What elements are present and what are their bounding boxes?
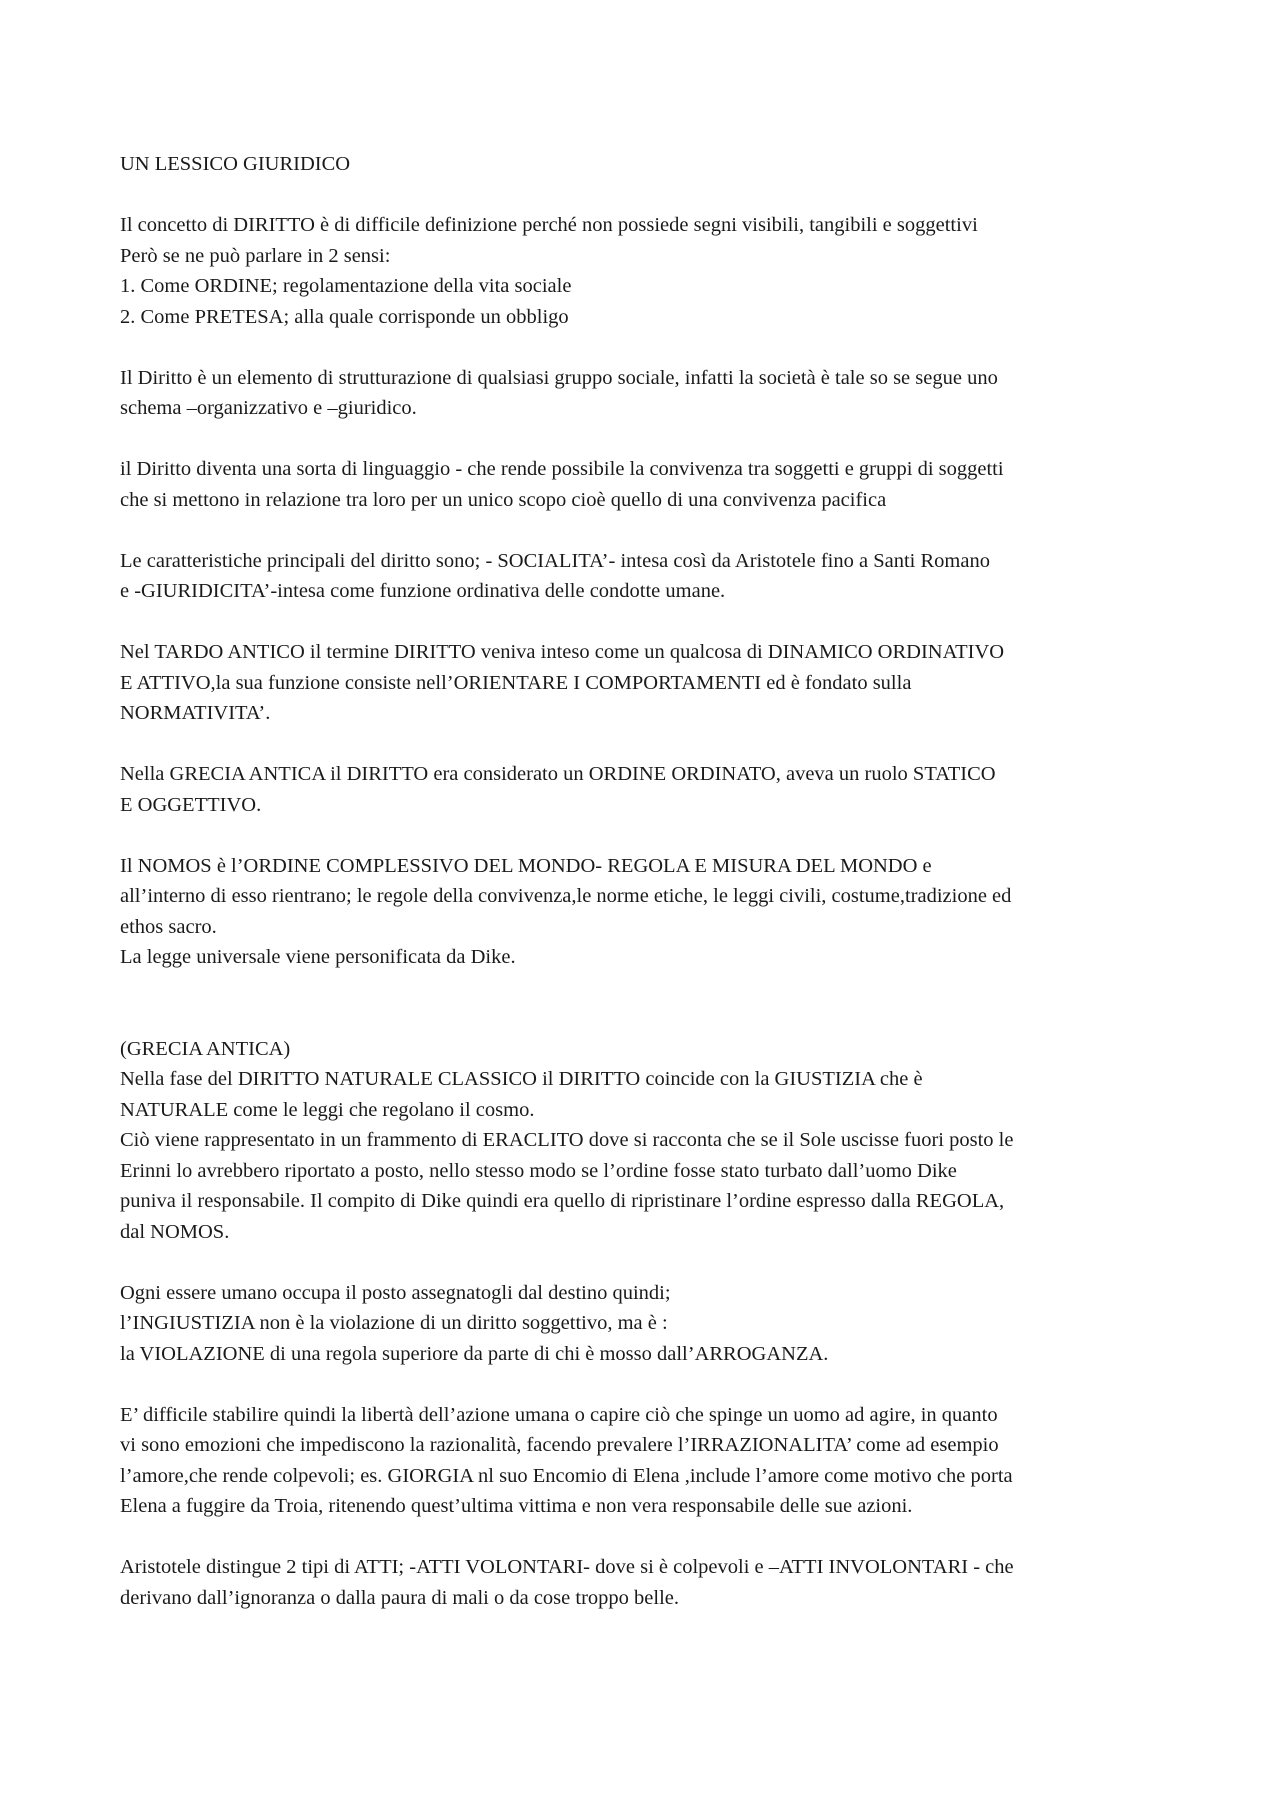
text-line: (GRECIA ANTICA) bbox=[120, 1037, 291, 1060]
text-line: l’amore,che rende colpevoli; es. GIORGIA nl suo Encomio di Elena ,include l’amore come motivo che porta bbox=[120, 1464, 1013, 1487]
text-line: ethos sacro. bbox=[120, 915, 217, 938]
paragraph bbox=[120, 851, 1180, 973]
text-line: E’ difficile stabilire quindi la libertà dell’azione umana o capire ciò che spinge un uomo ad agire, in quanto bbox=[120, 1403, 998, 1426]
paragraph bbox=[120, 210, 1180, 332]
paragraph bbox=[120, 1034, 1180, 1248]
text-line: Ciò viene rappresentato in un frammento di ERACLITO dove si racconta che se il Sole uscisse fuori posto le bbox=[120, 1129, 1014, 1151]
document-title bbox=[120, 149, 1180, 180]
text-line: Il NOMOS è l’ORDINE COMPLESSIVO DEL MONDO- REGOLA E MISURA DEL MONDO e bbox=[120, 854, 932, 877]
text-line: 2. Come PRETESA; alla quale corrisponde un obbligo bbox=[120, 305, 569, 328]
paragraph bbox=[120, 1552, 1180, 1613]
text-line: Elena a fuggire da Troia, ritenendo quest’ultima vittima e non vera responsabile delle sue azioni. bbox=[120, 1495, 913, 1517]
text-line: vi sono emozioni che impediscono la razionalità, facendo prevalere l’IRRAZIONALITA’ come ad esempio bbox=[120, 1434, 999, 1456]
text-line: derivano dall’ignoranza o dalla paura di mali o da cose troppo belle. bbox=[120, 1586, 679, 1609]
text-line: Nella fase del DIRITTO NATURALE CLASSICO il DIRITTO coincide con la GIUSTIZIA che è bbox=[120, 1068, 923, 1090]
text-line: Nel TARDO ANTICO il termine DIRITTO veniva inteso come un qualcosa di DINAMICO ORDINATIVO bbox=[120, 641, 1005, 663]
text-line: la VIOLAZIONE di una regola superiore da parte di chi è mosso dall’ARROGANZA. bbox=[120, 1342, 829, 1365]
text-line: E ATTIVO,la sua funzione consiste nell’ORIENTARE I COMPORTAMENTI ed è fondato sulla bbox=[120, 671, 912, 694]
paragraph bbox=[120, 363, 1180, 424]
text-line: l’INGIUSTIZIA non è la violazione di un diritto soggettivo, ma è : bbox=[120, 1312, 668, 1334]
paragraph bbox=[120, 637, 1180, 729]
text-line: Il Diritto è un elemento di strutturazione di qualsiasi gruppo sociale, infatti la società è tale so se segue uno bbox=[120, 366, 998, 389]
text-line: che si mettono in relazione tra loro per un unico scopo cioè quello di una convivenza pacifica bbox=[120, 488, 887, 511]
paragraph bbox=[120, 546, 1180, 607]
text-line: NATURALE come le leggi che regolano il cosmo. bbox=[120, 1098, 535, 1121]
paragraph bbox=[120, 759, 1180, 820]
text-line: Le caratteristiche principali del diritto sono; - SOCIALITA’- intesa così da Aristotele fino a Santi Romano bbox=[120, 549, 990, 572]
text-line: La legge universale viene personificata da Dike. bbox=[120, 946, 516, 968]
paragraph bbox=[120, 1400, 1180, 1522]
paragraph bbox=[120, 1278, 1180, 1370]
text-line: puniva il responsabile. Il compito di Dike quindi era quello di ripristinare l’ordine espresso dalla REGOLA, bbox=[120, 1190, 1005, 1212]
text-line: Ogni essere umano occupa il posto assegnatogli dal destino quindi; bbox=[120, 1281, 671, 1304]
text-line: Nella GRECIA ANTICA il DIRITTO era considerato un ORDINE ORDINATO, aveva un ruolo STATICO bbox=[120, 763, 996, 785]
text-line: Erinni lo avrebbero riportato a posto, nello stesso modo se l’ordine fosse stato turbato dall’uomo Dike bbox=[120, 1159, 957, 1182]
text-line: 1. Come ORDINE; regolamentazione della vita sociale bbox=[120, 275, 572, 297]
text-line: all’interno di esso rientrano; le regole della convivenza,le norme etiche, le leggi civili, costume,tradizione ed bbox=[120, 885, 1012, 907]
title-line: UN LESSICO GIURIDICO bbox=[120, 153, 351, 175]
document-page bbox=[120, 149, 1180, 1644]
text-line: e -GIURIDICITA’-intesa come funzione ordinativa delle condotte umane. bbox=[120, 580, 726, 602]
text-line: Aristotele distingue 2 tipi di ATTI; -ATTI VOLONTARI- dove si è colpevoli e –ATTI INVOLONTARI - che bbox=[120, 1556, 1014, 1578]
text-line: Però se ne può parlare in 2 sensi: bbox=[120, 244, 391, 267]
text-line: E OGGETTIVO. bbox=[120, 793, 262, 816]
text-line: il Diritto diventa una sorta di linguaggio - che rende possibile la convivenza tra soggetti e gruppi di soggetti bbox=[120, 458, 1004, 480]
paragraph-list bbox=[120, 210, 1180, 1613]
paragraph bbox=[120, 454, 1180, 515]
text-line: NORMATIVITA’. bbox=[120, 702, 271, 724]
text-line: dal NOMOS. bbox=[120, 1220, 230, 1243]
text-line: schema –organizzativo e –giuridico. bbox=[120, 397, 417, 419]
text-line: Il concetto di DIRITTO è di difficile definizione perché non possiede segni visibili, tangibili e soggettivi bbox=[120, 214, 978, 236]
